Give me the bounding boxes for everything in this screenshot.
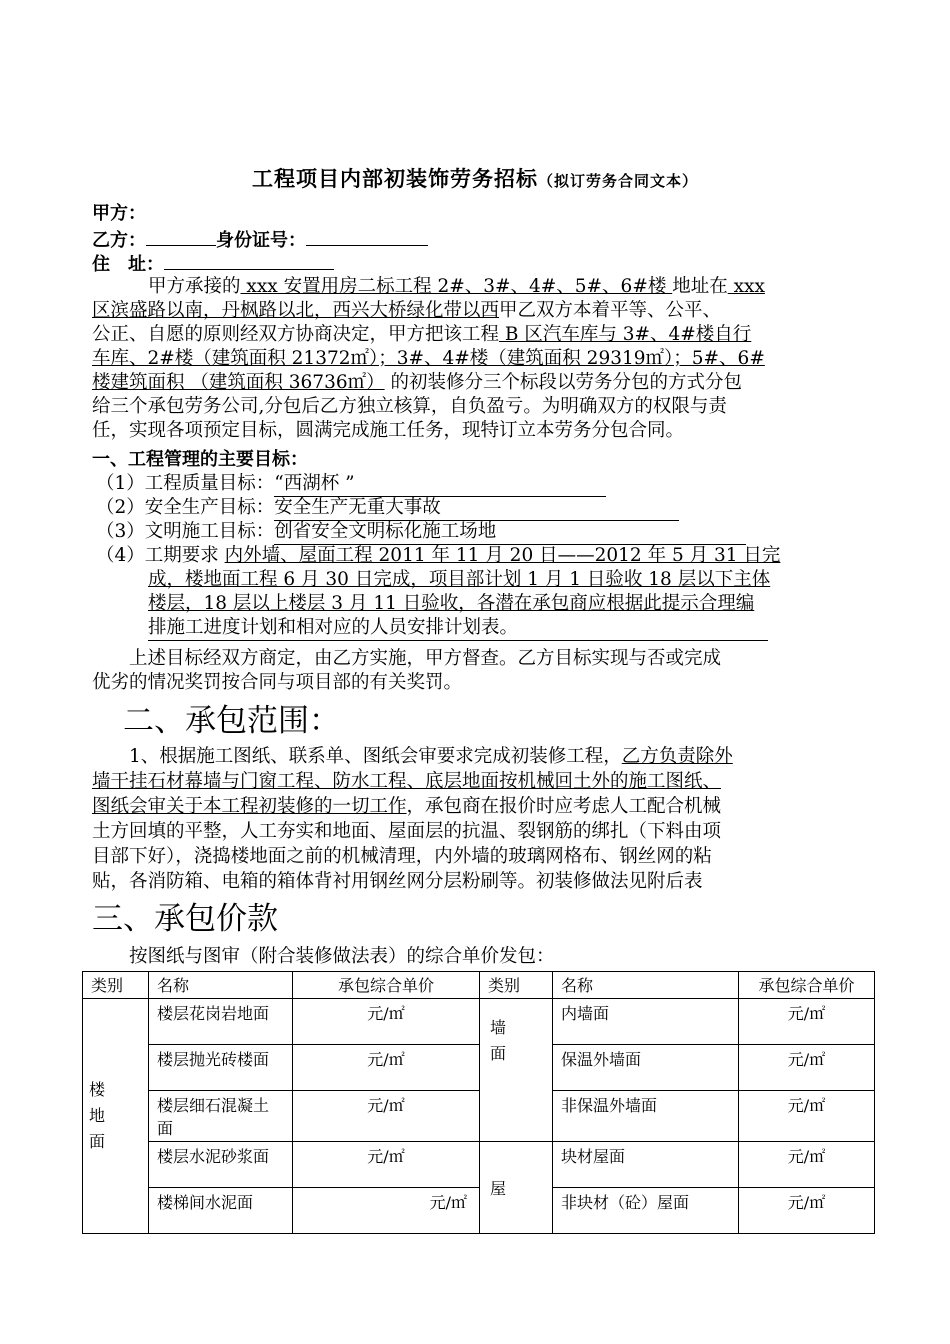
para1-line2: [92, 299, 721, 323]
scope-line6: 贴，各消防箱、电箱的箱体背衬用钢丝网分层粉刷等。初装修做法见附后表: [92, 871, 703, 892]
header-cell: 承包综合单价: [293, 972, 480, 999]
scope-line4: 土方回填的平整，人工夯实和地面、屋面层的抗温、裂钢筋的绑扎（下料由项: [92, 821, 722, 842]
header-cell: 承包综合单价: [739, 972, 875, 999]
party-b-line: [92, 227, 428, 253]
left-price-cell[interactable]: 元/㎡: [293, 1188, 480, 1234]
goal4: [96, 544, 780, 568]
right-name-cell: 块材屋面: [553, 1142, 739, 1188]
scope: 楼建筑面积 （建筑面积 36736㎡）: [92, 372, 385, 393]
scope: 图纸会审关于本工程初装修的一切工作: [92, 796, 407, 817]
scope: 车库、2#楼（建筑面积 21372㎡）；3#、4#楼（建筑面积 29319㎡）；5#、6#: [92, 348, 765, 369]
scope-line2: 墙干挂石材幕墙与门窗工程、防水工程、底层地面按机械回土外的施工图纸、: [92, 771, 722, 792]
right-price-cell[interactable]: 元/㎡: [739, 1091, 875, 1142]
title-main: 工程项目内部初装饰劳务招标: [251, 167, 538, 191]
right-name-cell: 保温外墙面: [553, 1045, 739, 1091]
para1-line5: [92, 371, 742, 395]
left-category-text: 楼 地 面: [89, 1080, 106, 1151]
left-name-cell: 楼层抛光砖楼面: [149, 1045, 293, 1091]
text: 甲乙双方本着平等、公平、: [499, 300, 722, 321]
section3-heading: 三、承包价款: [92, 901, 278, 937]
section1-heading: 一、工程管理的主要目标：: [92, 449, 308, 470]
project-name: xxx 安置用房二标工程 2#、3#、4#、5#、6#楼: [240, 276, 673, 297]
right-price-cell[interactable]: 元/㎡: [739, 1045, 875, 1091]
goal4-line2: 成，楼地面工程 6 月 30 日完成，项目部计划 1 月 1 日验收 18 层以下主体: [148, 569, 771, 590]
right-price-cell[interactable]: 元/㎡: [739, 1142, 875, 1188]
left-name-cell: 楼层水泥砂浆面: [149, 1142, 293, 1188]
location: 区滨盛路以南，丹枫路以北，西兴大桥绿化带以西: [92, 300, 500, 321]
party-a-label: 甲方：: [92, 203, 146, 224]
right-name-cell: 内墙面: [553, 999, 739, 1045]
id-label: 身份证号：: [216, 230, 306, 251]
scope: 乙方负责除外: [621, 746, 733, 767]
price-table: [82, 971, 875, 1234]
text: 1、根据施工图纸、联系单、图纸会审要求完成初装修工程，: [92, 746, 622, 767]
schedule-text: 排施工进度计划和相对应的人员安排计划表。: [148, 617, 519, 638]
text: 地址在: [672, 276, 728, 297]
text: 给三个承包劳务公司,分包后乙方独立核算，自负盈亏。为明确双方的权限与责: [92, 396, 727, 417]
text: 任，实现各项预定目标，圆满完成施工任务，现特订立本劳务分包合同。: [92, 420, 685, 441]
goal4-line3: 楼层，18 层以上楼层 3 月 11 日验收，各潜在承包商应根据此提示合理编: [148, 593, 755, 614]
right-category-text-1: 墙 面: [490, 1018, 507, 1063]
para1-line3: [92, 323, 751, 347]
schedule-text: 内外墙、屋面工程 2011 年 11 月 20 日——2012 年 5 月 31 日完: [224, 545, 781, 566]
table-row: [83, 999, 875, 1045]
goal1-value: [274, 472, 606, 497]
goal1: [96, 472, 606, 497]
party-a-line: [92, 202, 146, 226]
goal-value: 安全生产无重大事故: [274, 497, 441, 518]
goal-value: “西湖杯 ”: [274, 473, 355, 494]
left-price-cell[interactable]: 元/㎡: [293, 1142, 480, 1188]
address-label: 住 址：: [92, 254, 164, 275]
goal-label: （3）文明施工目标：: [96, 521, 275, 542]
left-name-cell: 楼层细石混凝土面: [149, 1091, 293, 1142]
document-title: [0, 163, 950, 193]
goal2: [96, 496, 679, 521]
right-category-cell-2: 屋: [480, 1142, 553, 1234]
right-price-cell[interactable]: 元/㎡: [739, 999, 875, 1045]
right-category-cell-1: [480, 999, 553, 1142]
summary-line1: 上述目标经双方商定，由乙方实施，甲方督查。乙方目标实现与否或完成: [92, 648, 722, 669]
pricing-intro: 按图纸与图审（附合装修做法表）的综合单价发包：: [92, 946, 555, 967]
goal3-value: [274, 520, 746, 545]
goal3: [96, 520, 746, 545]
goal4-line4-value: [148, 616, 768, 641]
scope-line1: [92, 745, 733, 769]
left-price-cell[interactable]: 元/㎡: [293, 999, 480, 1045]
left-name-cell: 楼层花岗岩地面: [149, 999, 293, 1045]
party-b-blank[interactable]: [146, 227, 216, 246]
scope-line3: [92, 795, 721, 819]
header-cell: 类别: [83, 972, 149, 999]
header-cell: 类别: [480, 972, 553, 999]
title-note: （拟订劳务合同文本）: [537, 172, 698, 190]
table-row: [83, 1142, 875, 1188]
text: ，承包商在报价时应考虑人工配合机械: [406, 796, 722, 817]
para1-line7: [92, 419, 684, 443]
id-number-blank[interactable]: [306, 227, 428, 246]
table-row: [83, 1188, 875, 1234]
right-name-cell: 非块材（砼）屋面: [553, 1188, 739, 1234]
text: 公正、自愿的原则经双方协商决定，甲方把该工程: [92, 324, 500, 345]
table-row: [83, 1091, 875, 1142]
right-name-cell: 非保温外墙面: [553, 1091, 739, 1142]
header-cell: 名称: [553, 972, 739, 999]
para1-line6: [92, 395, 727, 419]
address-blank[interactable]: [164, 251, 334, 270]
goal-label: （2）安全生产目标：: [96, 497, 275, 518]
goal-label: （4）工期要求: [96, 545, 225, 566]
left-price-cell[interactable]: 元/㎡: [293, 1091, 480, 1142]
para1-line1: [148, 275, 765, 299]
left-price-cell[interactable]: 元/㎡: [293, 1045, 480, 1091]
scope: B 区汽车库与 3#、4#楼自行: [499, 324, 752, 345]
goal-value: 创省安全文明标化施工场地: [274, 521, 497, 542]
summary-line2: 优劣的情况奖罚按合同与项目部的有关奖罚。: [92, 672, 463, 693]
goal4-line4: [148, 616, 768, 641]
table-header-row: [83, 972, 875, 999]
scope-line5: 目部下好），浇捣楼地面之前的机械清理，内外墙的玻璃网格布、钢丝网的粘: [92, 846, 712, 867]
table-row: [83, 1045, 875, 1091]
left-name-cell: 楼梯间水泥面: [149, 1188, 293, 1234]
goal2-value: [274, 496, 679, 521]
section2-heading: 二、承包范围：: [92, 703, 340, 739]
text: 甲方承接的: [148, 276, 241, 297]
text: 的初装修分三个标段以劳务分包的方式分包: [384, 372, 743, 393]
address-line: [92, 251, 334, 277]
right-price-cell[interactable]: 元/㎡: [739, 1188, 875, 1234]
goal-label: （1）工程质量目标：: [96, 473, 275, 494]
location: xxx: [727, 276, 765, 297]
left-category-cell: [83, 999, 149, 1234]
para1-line4: [92, 347, 765, 371]
party-b-label: 乙方：: [92, 230, 146, 251]
header-cell: 名称: [149, 972, 293, 999]
